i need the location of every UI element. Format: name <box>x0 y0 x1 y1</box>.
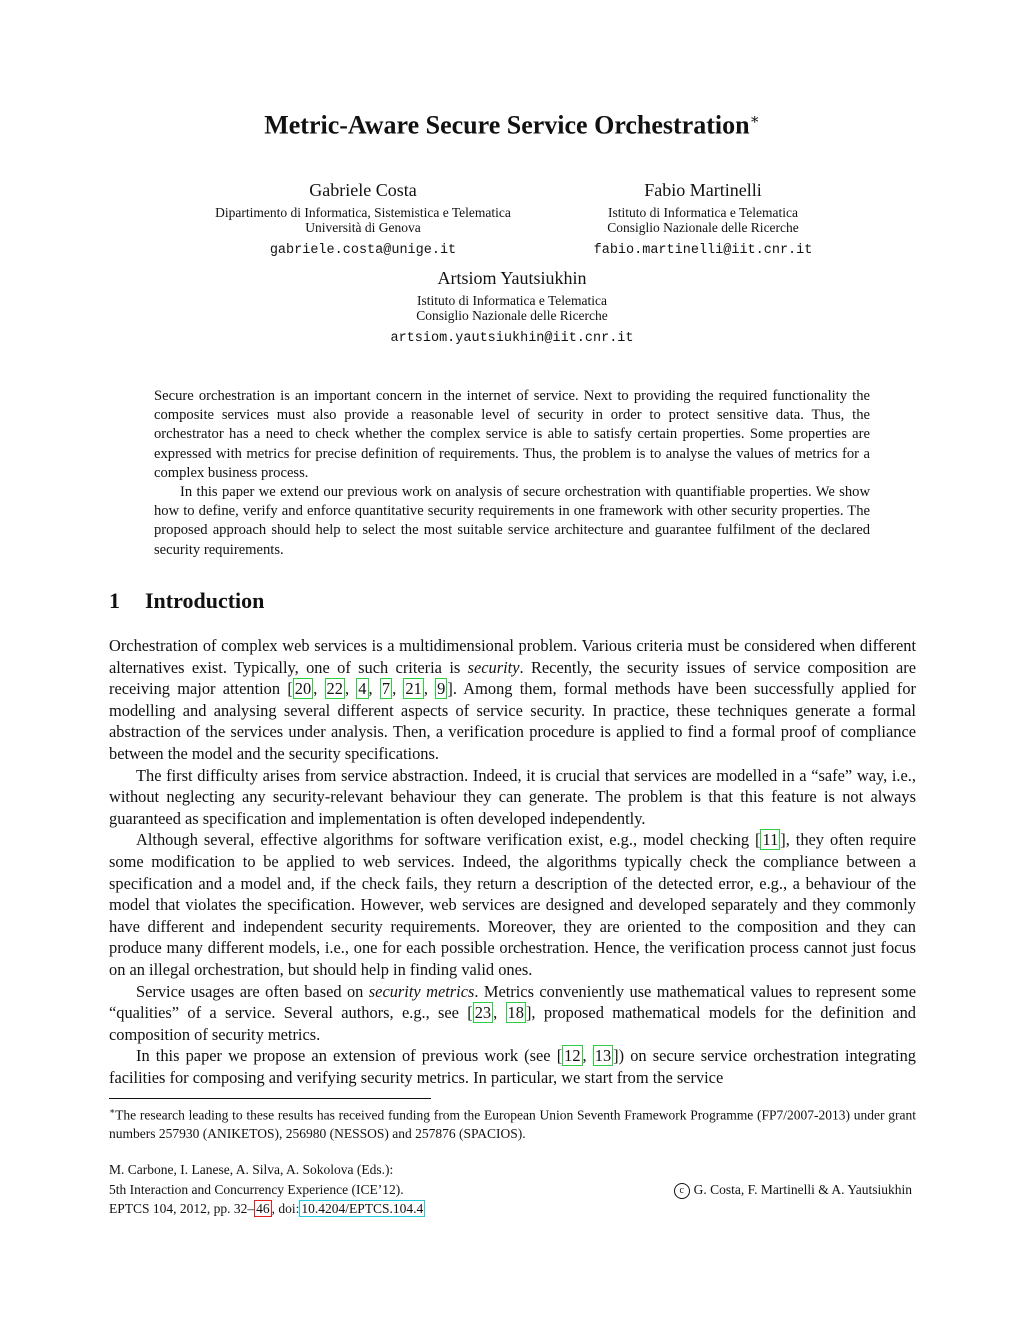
section-heading <box>109 588 264 614</box>
body-paragraph: In this paper we propose an extension of previous work (see [ 12 , 13 ]) on secure service orchestration integrating facilities for composing and verifying security metrics. In particular, we start from the service <box>109 1046 916 1087</box>
section-title: Introduction <box>145 588 265 613</box>
abstract-paragraph: In this paper we extend our previous work on analysis of secure orchestration with quantifiable properties. We show how to define, verify and enforce quantitative security requirements in one framework with other security properties. The proposed approach should help to select the most suitable service architecture and guarantee fulfilment of the declared security requirements. <box>154 484 870 558</box>
author-email[interactable]: gabriele.costa@unige.it <box>269 243 457 258</box>
footnote <box>109 1102 916 1143</box>
publication-series: EPTCS 104, 2012, pp. 32– 46 , doi: 10.4204/EPTCS.104.4 <box>109 1201 424 1216</box>
author-block <box>560 181 846 258</box>
footnote-divider <box>109 1098 431 1099</box>
doi-link[interactable]: 10.4204/EPTCS.104.4 <box>301 1201 424 1216</box>
body-paragraph: The first difficulty arises from service abstraction. Indeed, it is crucial that services are modelled in a “safe” way, i.e., without neglecting any security-relevant behaviour they can generate. The problem is that this feature is not always guaranteed as specification and implementation is often developed independently. <box>109 765 916 828</box>
publication-info <box>109 1160 425 1219</box>
last-page-link[interactable]: 46 <box>256 1201 270 1216</box>
title-footnote-mark: ∗ <box>749 112 760 128</box>
author-affiliation-line: Consiglio Nazionale delle Ricerche <box>416 308 608 323</box>
author-name: Artsiom Yautsiukhin <box>437 268 587 288</box>
citation-link[interactable]: 4 <box>358 679 367 699</box>
author-affiliation-line: Istituto di Informatica e Telematica <box>417 293 607 308</box>
author-affiliation-line: Università di Genova <box>305 220 421 235</box>
paper-title <box>0 110 1024 141</box>
body-paragraph: Service usages are often based on security metrics. Metrics conveniently use mathematical values to represent some “qualities” of a service. Several authors, e.g., see [ 23 , 18 ], proposed mathematical models for the definition and composition of security metrics. <box>109 981 916 1044</box>
body-text <box>109 635 916 1088</box>
author-affiliation-line: Consiglio Nazionale delle Ricerche <box>607 220 799 235</box>
citation-link[interactable]: 11 <box>762 830 779 850</box>
section-number: 1 <box>109 588 120 613</box>
citation-link[interactable]: 13 <box>594 1046 612 1066</box>
footnote-text: The research leading to these results has received funding from the European Union Seventh Framework Programme (FP7/2007-2013) under grant numbers 257930 (ANIKETOS), 256980 (NESSOS) and 257876 (SPACIOS). <box>109 1107 916 1141</box>
citation-link[interactable]: 18 <box>507 1003 524 1023</box>
citation-link[interactable]: 23 <box>474 1003 492 1023</box>
author-email[interactable]: artsiom.yautsiukhin@iit.cnr.it <box>390 331 634 346</box>
citation-link[interactable]: 7 <box>381 679 391 699</box>
title-text: Metric-Aware Secure Service Orchestration <box>264 110 750 140</box>
citation-link[interactable]: 21 <box>405 679 422 699</box>
publication-editors: M. Carbone, I. Lanese, A. Silva, A. Sokolova (Eds.): <box>109 1162 394 1177</box>
author-name: Gabriele Costa <box>309 180 417 200</box>
author-email[interactable]: fabio.martinelli@iit.cnr.it <box>593 243 813 258</box>
author-block <box>190 181 536 258</box>
copyright-text: G. Costa, F. Martinelli & A. Yautsiukhin <box>693 1182 912 1197</box>
citation-link[interactable]: 22 <box>326 679 343 699</box>
citation-link[interactable]: 12 <box>564 1046 581 1066</box>
author-name: Fabio Martinelli <box>644 180 762 200</box>
body-paragraph: Although several, effective algorithms for software verification exist, e.g., model checking [ 11 ], they often require some modification to be applied to web services. Indeed, the algorithms typically check the compliance between a specification and a model and, if the check fails, they return a description of the detected error, e.g., a behaviour of the model that violates the specification. However, web services are designed and developed separately and they commonly have different and independent security requirements. Moreover, they are oriented to the composition and they can produce many different models, i.e., one for each possible orchestration. Hence, the verification process cannot just focus on an illegal orchestration, but should help in finding valid ones. <box>109 830 916 979</box>
footnote-mark: ∗ <box>109 1106 116 1116</box>
copyright-notice <box>674 1180 912 1200</box>
publication-venue: 5th Interaction and Concurrency Experience (ICE’12). <box>109 1181 404 1197</box>
author-affiliation-line: Dipartimento di Informatica, Sistemistica e Telematica <box>215 205 511 220</box>
copyright-icon: c <box>674 1183 690 1199</box>
body-paragraph: Orchestration of complex web services is a multidimensional problem. Various criteria must be considered when different alternatives exist. Typically, one of such criteria is security. Recently, the security issues of service composition are receiving major attention [ 20 , 22 , 4 , 7 , 21 , 9 ]. Among them, formal methods have been successfully applied for modelling and analysing several different aspects of service security. In practice, these techniques generate a formal abstraction of the services under analysis. Then, a verification procedure is applied to find a formal proof of compliance between the model and the security specifications. <box>109 636 916 763</box>
author-affiliation-line: Istituto di Informatica e Telematica <box>608 205 798 220</box>
citation-link[interactable]: 20 <box>294 679 312 699</box>
citation-link[interactable]: 9 <box>437 679 446 699</box>
abstract-paragraph: Secure orchestration is an important concern in the internet of service. Next to providing the required functionality the composite services must also provide a reasonable level of security in order to protect sensitive data. Thus, the orchestrator has a need to check whether the complex service is able to satisfy certain properties. Some properties are expressed with metrics for precise definition of requirements. Thus, the problem is to analyse the values of metrics for a complex business process. <box>154 388 870 481</box>
abstract <box>154 387 870 560</box>
author-block <box>320 269 704 346</box>
